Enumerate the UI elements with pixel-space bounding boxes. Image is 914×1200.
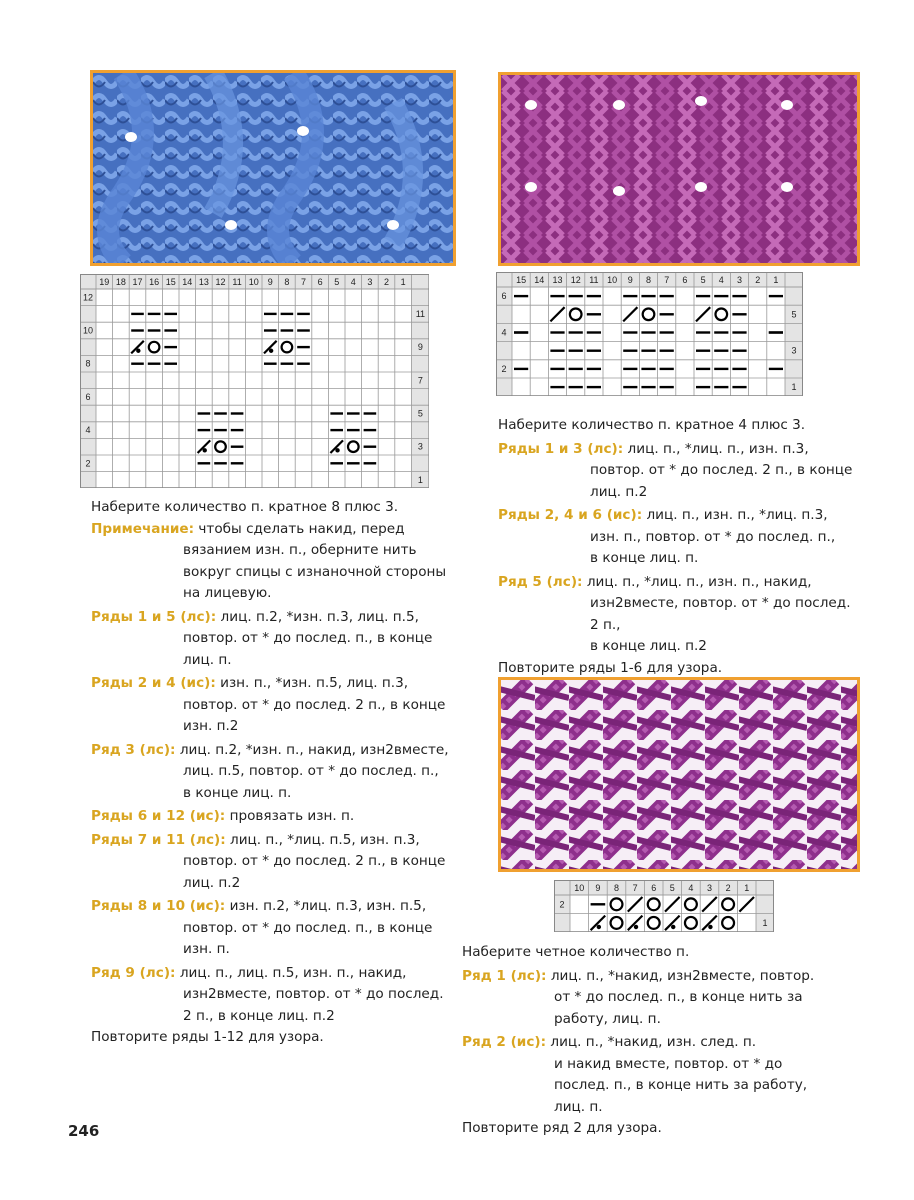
stitch-chart-2 xyxy=(496,272,803,396)
purl-dot-symbol xyxy=(136,349,140,353)
row-text: от * до послед. п., в конце нить за xyxy=(554,989,803,1005)
column-number: 4 xyxy=(688,883,694,893)
chart-pattern-3 xyxy=(554,880,774,932)
repeat-line: Повторите ряд 2 для узора. xyxy=(462,1120,662,1136)
row-number-right: 9 xyxy=(417,342,423,353)
purl-dot-symbol xyxy=(203,448,207,452)
row-text: повтор. от * до послед. 2 п., в конце xyxy=(590,462,853,478)
column-number: 10 xyxy=(607,275,618,285)
column-number: 10 xyxy=(248,277,259,287)
note-block xyxy=(91,519,461,541)
row-number-left: 12 xyxy=(82,292,94,303)
yarn-over-symbol xyxy=(685,898,697,910)
column-number: 8 xyxy=(284,277,290,287)
row-text: лиц. п.2 xyxy=(590,483,648,500)
row-text: лиц. п.2 xyxy=(183,874,241,891)
row-text: повтор. от * до послед. 2 п., в конце xyxy=(183,853,446,869)
column-number: 5 xyxy=(700,275,706,285)
yarn-over-symbol xyxy=(570,308,582,320)
row-text: послед. п., в конце нить за работу, xyxy=(554,1077,808,1093)
note-line: вязанием изн. п., оберните нить xyxy=(183,542,417,558)
row-instruction xyxy=(498,505,878,527)
row-label: Ряды 1 и 5 (лс): xyxy=(91,608,217,625)
column-number: 19 xyxy=(99,277,110,287)
row-label: Ряд 9 (лс): xyxy=(91,964,176,981)
row-text: изн. п., повтор. от * до послед. п., xyxy=(590,528,836,545)
row-text: изн. п. xyxy=(183,941,230,957)
decrease-symbol xyxy=(550,307,564,321)
row-text: лиц. п.2, *изн. п.3, лиц. п.5, xyxy=(220,608,419,625)
column-number: 2 xyxy=(725,883,731,893)
yarn-over-symbol xyxy=(648,898,660,910)
yarn-over-symbol xyxy=(715,308,727,320)
column-number: 13 xyxy=(198,277,209,287)
row-number-left: 10 xyxy=(82,325,94,336)
purl-dot-symbol xyxy=(335,448,339,452)
purl-dot-symbol xyxy=(597,925,601,929)
row-text: лиц. п., *накид, изн2вместе, повтор. xyxy=(550,967,815,984)
column-number: 15 xyxy=(165,277,176,287)
row-number-left: 4 xyxy=(501,327,507,338)
yarn-over-symbol xyxy=(643,308,655,320)
row-text: изн. п.2 xyxy=(183,718,239,734)
yarn-over-symbol xyxy=(611,898,623,910)
row-text: провязать изн. п. xyxy=(229,808,355,824)
cast-on-line: Наберите количество п. кратное 4 плюс 3. xyxy=(498,417,806,433)
yarn-over-symbol xyxy=(215,441,226,452)
row-label: Ряды 7 и 11 (лс): xyxy=(91,831,226,848)
column-number: 15 xyxy=(516,275,527,285)
column-number: 6 xyxy=(317,277,323,287)
row-instruction xyxy=(91,830,461,852)
row-number-left: 6 xyxy=(85,391,91,402)
purl-dot-symbol xyxy=(269,349,273,353)
row-instruction xyxy=(91,806,461,828)
row-text: в конце лиц. п.2 xyxy=(590,638,707,654)
note-line: чтобы сделать накид, перед xyxy=(198,520,405,537)
row-text: лиц. п.5, повтор. от * до послед. п., xyxy=(183,763,439,779)
row-number-left: 8 xyxy=(85,358,91,369)
row-text: лиц. п., лиц. п.5, изн. п., накид, xyxy=(179,964,407,981)
row-text: и накид вместе, повтор. от * до xyxy=(554,1055,783,1072)
yarn-over-symbol xyxy=(722,917,734,929)
pattern-2-instructions xyxy=(498,415,878,679)
column-number: 8 xyxy=(613,883,620,893)
swatch-photo-pink-eyelet-rib xyxy=(498,72,860,266)
row-label: Ряды 2 и 4 (ис): xyxy=(91,675,216,691)
row-text: лиц. п., *лиц. п., изн. п., накид, xyxy=(586,573,812,590)
column-number: 13 xyxy=(552,275,563,285)
chart-header-bg xyxy=(554,880,774,895)
note-line: вокруг спицы с изнаночной стороны xyxy=(183,563,447,580)
row-number-right: 11 xyxy=(415,308,426,319)
page-number: 246 xyxy=(68,1122,100,1140)
pattern-1-instructions xyxy=(91,497,461,1049)
row-text: лиц. п., *лиц. п.5, изн. п.3, xyxy=(230,831,420,848)
note-line: на лицевую. xyxy=(183,585,272,601)
decrease-symbol xyxy=(739,897,754,912)
row-number-right: 1 xyxy=(417,474,423,485)
row-label: Ряд 5 (лс): xyxy=(498,573,583,590)
column-number: 1 xyxy=(773,275,779,285)
yarn-over-symbol xyxy=(685,917,697,929)
decrease-symbol xyxy=(702,897,717,912)
column-number: 7 xyxy=(300,277,307,287)
row-label: Ряды 8 и 10 (ис): xyxy=(91,898,226,914)
row-instruction xyxy=(462,966,862,988)
decrease-symbol xyxy=(623,307,637,321)
stitch-chart-1 xyxy=(80,274,429,488)
yarn-over-symbol xyxy=(149,342,160,353)
swatch-photo-blue xyxy=(90,70,456,266)
column-number: 18 xyxy=(115,277,126,287)
column-number: 7 xyxy=(664,275,670,285)
chart-border xyxy=(81,275,429,488)
row-number-right: 5 xyxy=(791,309,797,320)
column-number: 1 xyxy=(744,883,750,893)
row-instruction xyxy=(91,607,461,629)
decrease-symbol xyxy=(696,307,710,321)
repeat-line: Повторите ряды 1-6 для узора. xyxy=(498,659,723,676)
row-label: Ряд 3 (лс): xyxy=(91,741,176,758)
column-number: 5 xyxy=(334,277,340,287)
yarn-over-symbol xyxy=(722,898,734,910)
decrease-symbol xyxy=(628,897,643,912)
column-number: 12 xyxy=(570,275,581,285)
column-number: 4 xyxy=(718,275,724,285)
yarn-over-symbol xyxy=(348,441,359,452)
column-number: 3 xyxy=(367,277,373,287)
row-number-right: 7 xyxy=(417,375,423,386)
column-number: 3 xyxy=(706,883,713,893)
chart-pattern-2 xyxy=(496,272,803,396)
row-text: работу, лиц. п. xyxy=(554,1010,661,1027)
row-number-right: 1 xyxy=(762,917,768,928)
column-number: 9 xyxy=(595,883,601,893)
purl-dot-symbol xyxy=(708,925,712,929)
row-instruction xyxy=(498,572,878,594)
row-number-left: 2 xyxy=(501,363,507,374)
column-number: 16 xyxy=(149,277,160,287)
chart-right-margin xyxy=(785,272,803,396)
row-number-left: 2 xyxy=(559,899,565,910)
decrease-symbol xyxy=(665,897,680,912)
column-number: 6 xyxy=(651,883,657,893)
row-text: повтор. от * до послед. п., в конце xyxy=(183,919,433,936)
row-text: повтор. от * до послед. п., в конце xyxy=(183,630,433,646)
row-text: лиц. п. xyxy=(183,651,232,668)
row-text: изн2вместе, повтор. от * до послед. xyxy=(590,595,851,611)
column-number: 6 xyxy=(682,275,688,285)
row-text: в конце лиц. п. xyxy=(590,550,699,566)
row-text: изн2вместе, повтор. от * до послед. xyxy=(183,986,444,1002)
row-text: изн. п., *изн. п.5, лиц. п.3, xyxy=(220,675,409,691)
column-number: 9 xyxy=(267,277,273,287)
purl-dot-symbol xyxy=(634,925,638,929)
yarn-over-symbol xyxy=(611,917,623,929)
column-number: 14 xyxy=(182,277,193,287)
row-text: лиц. п.2, *изн. п., накид, изн2вместе, xyxy=(179,741,449,758)
column-number: 9 xyxy=(627,275,633,285)
row-number-left: 6 xyxy=(501,291,507,302)
column-number: 12 xyxy=(215,277,226,287)
row-text: 2 п., в конце лиц. п.2 xyxy=(183,1007,335,1024)
column-number: 5 xyxy=(669,883,675,893)
chart-pattern-1 xyxy=(80,274,429,488)
row-text: повтор. от * до послед. 2 п., в конце xyxy=(183,696,446,713)
pattern-3-instructions xyxy=(462,942,862,1140)
column-number: 7 xyxy=(632,883,638,893)
column-number: 17 xyxy=(132,277,143,287)
column-number: 1 xyxy=(400,277,406,287)
cast-on-line: Наберите количество п. кратное 8 плюс 3. xyxy=(91,499,399,515)
row-label: Ряд 2 (ис): xyxy=(462,1034,547,1050)
swatch-photo-purple-lace xyxy=(498,677,860,872)
row-number-left: 2 xyxy=(85,458,91,469)
row-number-right: 1 xyxy=(791,382,797,393)
row-text: в конце лиц. п. xyxy=(183,784,292,801)
row-number-right: 5 xyxy=(417,408,423,419)
chart-border xyxy=(497,273,803,396)
row-number-right: 3 xyxy=(791,345,797,356)
yarn-over-symbol xyxy=(282,342,293,353)
row-instruction xyxy=(91,896,461,918)
row-number-right: 3 xyxy=(417,441,423,452)
column-number: 11 xyxy=(232,277,242,287)
column-number: 8 xyxy=(645,275,652,285)
column-number: 14 xyxy=(534,275,545,285)
row-text: лиц. п., изн. п., *лиц. п.3, xyxy=(646,507,828,523)
row-label: Ряд 1 (лс): xyxy=(462,967,547,984)
row-label: Ряды 2, 4 и 6 (ис): xyxy=(498,507,643,523)
row-number-left: 4 xyxy=(85,425,91,436)
yarn-over-symbol xyxy=(648,917,660,929)
purl-dot-symbol xyxy=(671,925,675,929)
row-instruction xyxy=(498,439,878,461)
row-text: 2 п., xyxy=(590,616,621,633)
note-label: Примечание: xyxy=(91,520,195,537)
column-number: 4 xyxy=(350,277,356,287)
row-label: Ряды 6 и 12 (ис): xyxy=(91,808,226,824)
row-instruction xyxy=(462,1032,862,1054)
column-number: 11 xyxy=(589,275,599,285)
row-label: Ряды 1 и 3 (лс): xyxy=(498,440,624,457)
row-instruction xyxy=(91,963,461,985)
row-text: лиц. п., *лиц. п., изн. п.3, xyxy=(627,440,809,457)
column-number: 10 xyxy=(574,883,585,893)
chart-left-margin xyxy=(80,274,96,488)
row-instruction xyxy=(91,673,461,695)
cast-on-line: Наберите четное количество п. xyxy=(462,944,690,960)
repeat-line: Повторите ряды 1-12 для узора. xyxy=(91,1029,324,1045)
row-text: изн. п.2, *лиц. п.3, изн. п.5, xyxy=(229,898,427,914)
row-instruction xyxy=(91,740,461,762)
row-text: лиц. п. xyxy=(554,1098,603,1115)
column-number: 3 xyxy=(736,275,743,285)
row-text: лиц. п., *накид, изн. след. п. xyxy=(550,1034,757,1050)
column-number: 2 xyxy=(755,275,761,285)
stitch-chart-3 xyxy=(554,880,774,932)
column-number: 2 xyxy=(383,277,390,287)
